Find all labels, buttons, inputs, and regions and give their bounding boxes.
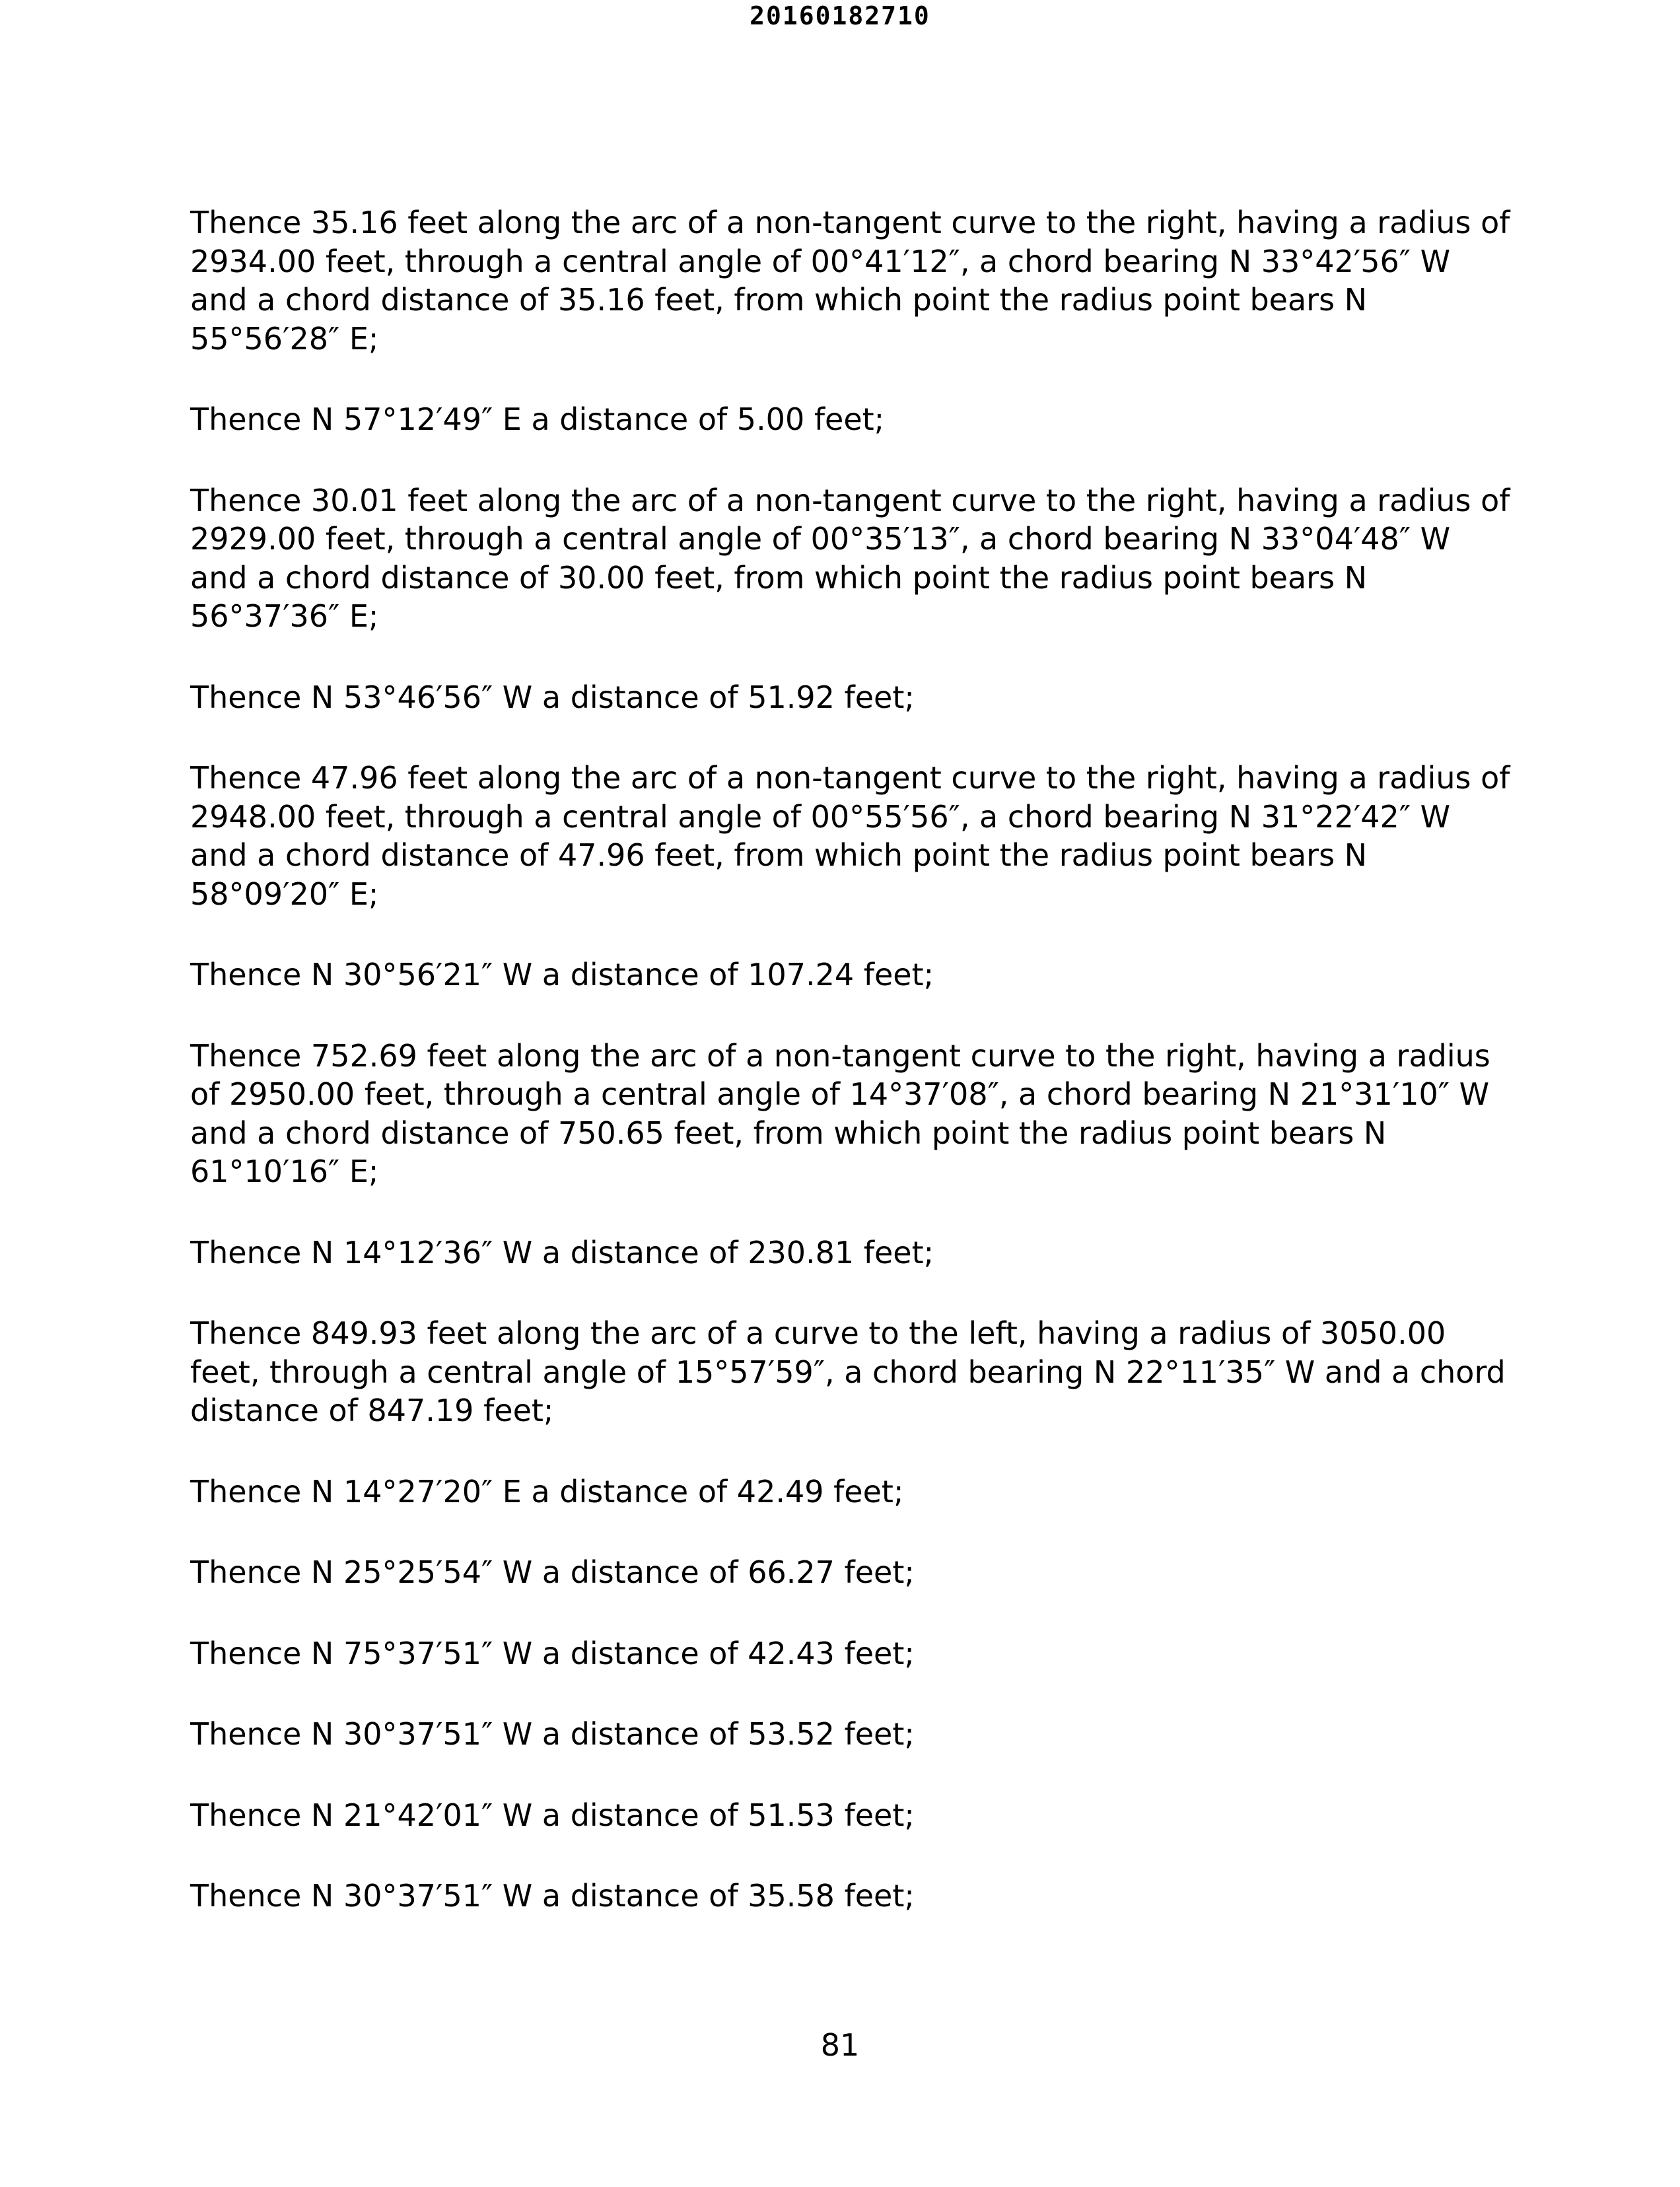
course-paragraph: Thence 849.93 feet along the arc of a curve to the left, having a radius of 3050.00 feet, through a central angle of 15°57′59″, a chord bearing N 22°11′35″ W and a chord distance of 847.19 feet; [190, 1315, 1506, 1428]
course-paragraph: Thence N 21°42′01″ W a distance of 51.53 feet; [190, 1797, 915, 1833]
course-paragraph: Thence 752.69 feet along the arc of a non-tangent curve to the right, having a radius of 2950.00 feet, through a central angle of 14°37′08″, a chord bearing N 21°31′10″ W and a chord distance of 750.65 feet, from which point the radius point bears N 61°10′16″ E; [190, 1037, 1490, 1189]
course-paragraph: Thence N 30°56′21″ W a distance of 107.24 feet; [190, 957, 934, 992]
course-paragraph: Thence N 75°37′51″ W a distance of 42.43 feet; [190, 1635, 915, 1671]
course-paragraph: Thence N 30°37′51″ W a distance of 35.58 feet; [190, 1878, 915, 1914]
page-number: 81 [820, 2027, 860, 2063]
course-paragraph: Thence N 57°12′49″ E a distance of 5.00 feet; [190, 401, 885, 437]
course-paragraph: Thence N 30°37′51″ W a distance of 53.52 feet; [190, 1716, 915, 1752]
course-paragraph: Thence N 25°25′54″ W a distance of 66.27 feet; [190, 1554, 915, 1590]
course-paragraph: Thence 47.96 feet along the arc of a non-tangent curve to the right, having a radius of 2948.00 feet, through a central angle of 00°55′56″, a chord bearing N 31°22′42″ W and a chord distance of 47.96 feet, from which point the radius point bears N 58°09′20″ E; [190, 760, 1510, 912]
legal-description-body [190, 203, 1511, 1916]
course-paragraph: Thence 35.16 feet along the arc of a non-tangent curve to the right, having a radius of 2934.00 feet, through a central angle of 00°41′12″, a chord bearing N 33°42′56″ W and a chord distance of 35.16 feet, from which point the radius point bears N 55°56′28″ E; [190, 205, 1510, 357]
course-paragraph: Thence 30.01 feet along the arc of a non-tangent curve to the right, having a radius of 2929.00 feet, through a central angle of 00°35′13″, a chord bearing N 33°04′48″ W and a chord distance of 30.00 feet, from which point the radius point bears N 56°37′36″ E; [190, 482, 1510, 634]
course-paragraph: Thence N 14°12′36″ W a distance of 230.81 feet; [190, 1234, 934, 1270]
document-number: 20160182710 [750, 1, 930, 30]
course-paragraph: Thence N 14°27′20″ E a distance of 42.49 feet; [190, 1473, 904, 1510]
course-paragraph: Thence N 53°46′56″ W a distance of 51.92 feet; [190, 679, 915, 715]
